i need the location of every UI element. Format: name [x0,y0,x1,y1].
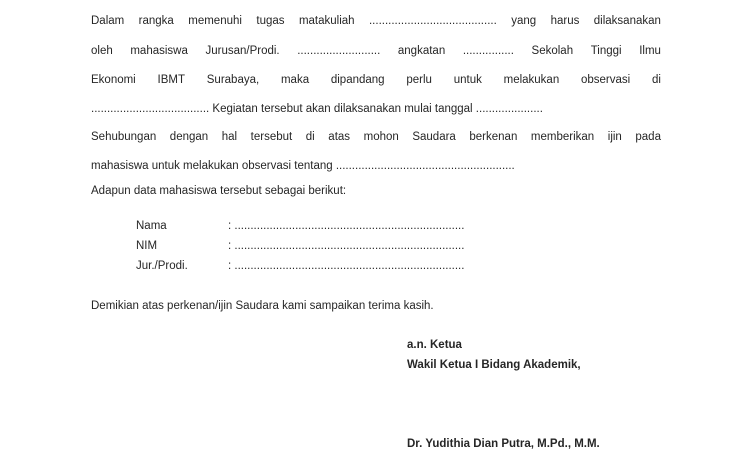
paragraph-1-line-2: oleh mahasiswa Jurusan/Prodi. .......................... angkatan ................ Sekolah Tinggi Ilmu [91,45,661,57]
field-label-nama: Nama [136,220,167,232]
paragraph-1-line-4: ..................................... Kegiatan tersebut akan dilaksanakan mulai tanggal ..................... [91,103,543,115]
signature-name: Dr. Yudithia Dian Putra, M.Pd., M.M. [407,438,600,450]
field-value-nim: : ........................................................................ [228,240,465,252]
fields-intro: Adapun data mahasiswa tersebut sebagai berikut: [91,185,347,197]
signature-on-behalf: a.n. Ketua [407,339,462,351]
closing-sentence: Demikian atas perkenan/ijin Saudara kami sampaikan terima kasih. [91,300,434,312]
paragraph-2-line-2: mahasiswa untuk melakukan observasi tentang ........................................................ [91,160,515,172]
field-label-nim: NIM [136,240,158,252]
paragraph-1-line-1: Dalam rangka memenuhi tugas matakuliah ........................................ yang harus dilaksanakan [91,15,661,27]
field-value-nama: : ........................................................................ [228,220,465,232]
field-label-jurusan: Jur./Prodi. [136,260,188,272]
signature-position: Wakil Ketua I Bidang Akademik, [407,359,581,371]
paragraph-1-line-3: Ekonomi IBMT Surabaya, maka dipandang perlu untuk melakukan observasi di [91,74,661,86]
paragraph-2-line-1: Sehubungan dengan hal tersebut di atas mohon Saudara berkenan memberikan ijin pada [91,131,661,143]
field-value-jurusan: : ........................................................................ [228,260,465,272]
